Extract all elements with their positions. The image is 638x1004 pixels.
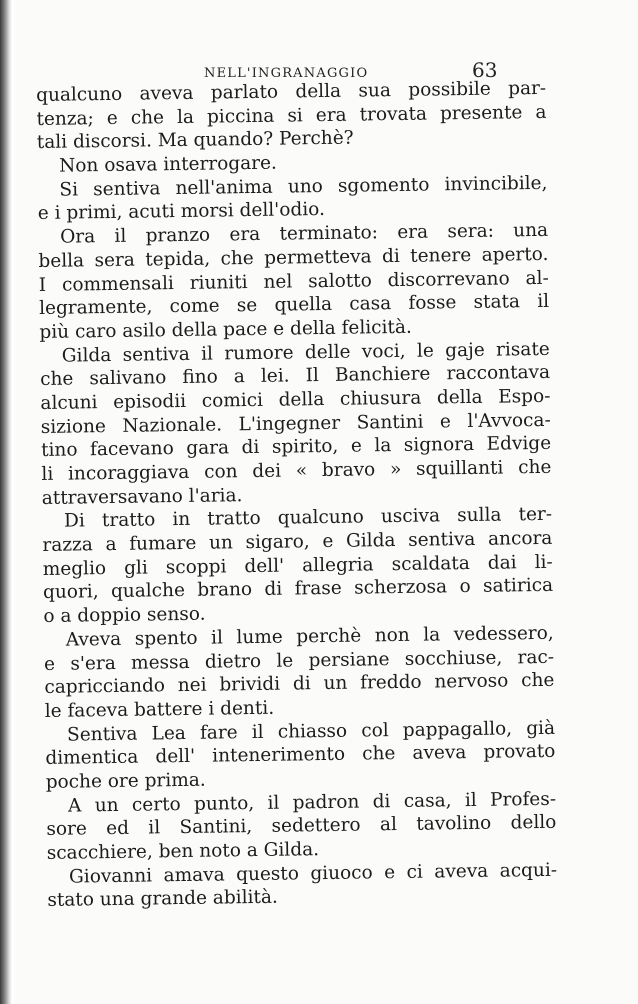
text-line: tino facevano gara di spirito, e la signora Edvige: [40, 433, 552, 462]
text-line: capricciando nei brividi di un freddo nervoso che: [44, 670, 555, 699]
text-line: bella sera tepida, che permetteva di tenere aperto.: [38, 243, 549, 272]
text-line: alcuni episodii comici della chiusura della Espo-: [40, 385, 551, 414]
text-line: Gilda sentiva il rumore delle voci, le gaje risate: [61, 338, 550, 367]
text-line: e s'era messa dietro le persiane socchiuse, rac-: [43, 646, 555, 675]
text-line: meglio gli scoppi dell' allegria scaldata dai li-: [42, 551, 553, 580]
text-line: I commensali riuniti nel salotto discorrevano al-: [38, 267, 549, 296]
text-line: legramente, come se quella casa fosse stata il: [38, 291, 550, 320]
text-line: poche ore prima.: [45, 769, 206, 793]
text-line: o a doppio senso.: [43, 603, 206, 628]
text-line: le faceva battere i denti.: [44, 697, 275, 722]
book-spine-shadow: [0, 0, 12, 1004]
text-line: attraversavano l'aria.: [41, 484, 243, 509]
text-line: più caro asilo della pace e della felicità.: [39, 316, 412, 343]
text-line: Di tratto in tratto qualcuno usciva sulla ter-: [63, 504, 553, 533]
text-line: stato una grande abilità.: [47, 887, 278, 912]
text-line: che salivano fino a lei. Il Banchiere raccontava: [39, 362, 551, 391]
text-line: A un certo punto, il padron di casa, il Profes-: [67, 788, 557, 817]
text-line: Si sentiva nell'anima uno sgomento invincibile,: [59, 172, 548, 201]
body-text: [36, 77, 558, 913]
text-line: li incoraggiava con dei « bravo » squillanti che: [41, 456, 552, 485]
text-line: e i primi, acuti morsi dell'odio.: [37, 199, 326, 225]
text-line: razza a fumare un sigaro, e Gilda sentiva ancora: [42, 527, 553, 557]
book-page: [14, 0, 638, 1004]
text-line: qualcuno aveva parlato della sua possibile par-: [36, 77, 547, 106]
running-head: NELL'INGRANAGGIO: [204, 66, 369, 81]
text-line: sizione Nazionale. L'ingegner Santini e l'Avvoca-: [40, 409, 551, 438]
text-line: Giovanni amava questo giuoco e ci aveva acqui-: [68, 859, 558, 888]
text-line: dimentica dell' intenerimento che aveva provato: [45, 741, 556, 770]
text-line: Sentiva Lea fare il chiasso col pappagallo, già: [66, 717, 556, 746]
text-line: tenza; e che la piccina si era trovata presente a: [36, 101, 547, 130]
text-line: Non osava interrogare.: [59, 152, 278, 177]
text-line: tali discorsi. Ma quando? Perchè?: [36, 127, 354, 154]
text-line: Aveva spento il lume perchè non la vedessero,: [65, 622, 554, 651]
text-line: scacchiere, ben noto a Gilda.: [46, 839, 320, 864]
page-number: 63: [472, 58, 498, 82]
text-line: Ora il pranzo era terminato: era sera: una: [59, 219, 549, 248]
text-line: sore ed il Santini, sedettero al tavolino dello: [46, 812, 557, 841]
text-line: quori, qualche brano di frase scherzosa o satirica: [42, 575, 554, 604]
